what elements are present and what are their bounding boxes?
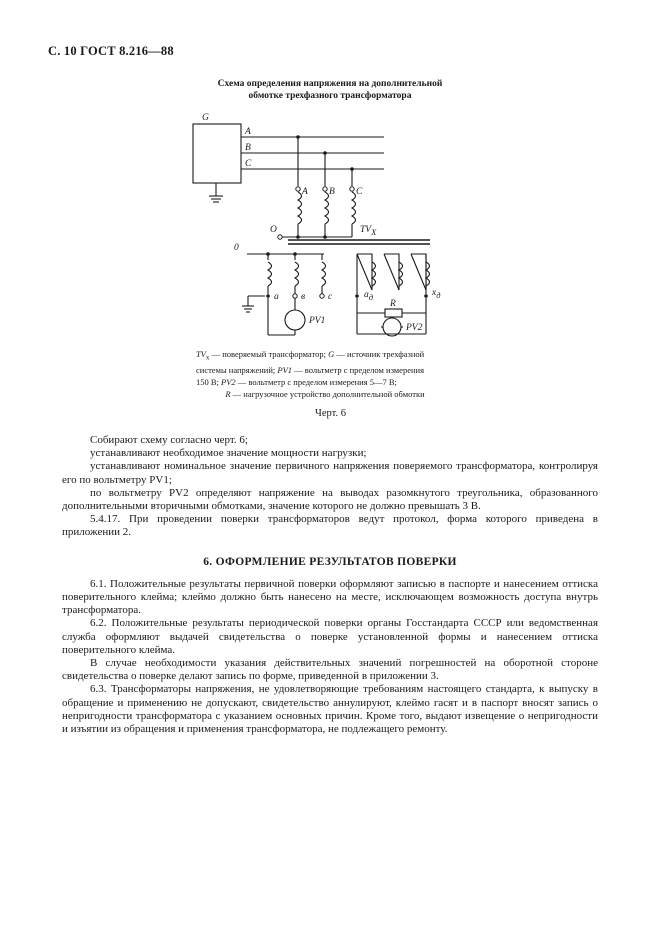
- source-g-box: [193, 124, 241, 183]
- label-terminal-a: a: [274, 292, 279, 302]
- label-tap-b: B: [329, 187, 335, 197]
- circuit-schematic: [0, 0, 661, 345]
- label-pv1: PV1: [309, 316, 326, 326]
- legend-line-3: 150 В; PV2 — вольтметр с пределом измерения 5—7 В;: [196, 376, 397, 387]
- label-neutral-primary: O: [270, 225, 277, 235]
- legend-line-1: $TV_x$ — поверяемый трансформатор; G — источник трехфазной: [196, 349, 425, 362]
- label-neutral-secondary: 0: [234, 243, 239, 253]
- delta-winding-1: [357, 254, 372, 290]
- paragraph: устанавливают номинальное значение первичного напряжения поверяемого трансформатора, контролируя его по вольтметру PV1;: [62, 460, 598, 486]
- voltmeter-pv2: [383, 318, 401, 336]
- label-bus-b: B: [245, 143, 251, 153]
- label-resistor-r: R: [390, 299, 396, 309]
- paragraph: Собирают схему согласно черт. 6;: [90, 434, 248, 446]
- delta-winding-2: [384, 254, 399, 290]
- paragraph: 6.3. Трансформаторы напряжения, не удовлетворяющие требованиям настоящего стандарта, к выпуску в обращение и применению не допускают, свидетельство аннулируют, клеймо гасят и в паспорт вносят запись о непригодности трансформатора с указанием основных причин. Кроме того, выдают извещение о непригодности и изъятии из обращения и применения трансформатора, не подлежащего ремонту.: [62, 683, 598, 736]
- label-bus-a: A: [245, 127, 251, 137]
- paragraph: 6.1. Положительные результаты первичной поверки оформляют записью в паспорте и нанесением оттиска поверительного клейма; клеймо должно быть нанесено на месте, исключающем возможность доступа внутрь трансформатора.: [62, 577, 598, 617]
- figure-title-line-1: Схема определения напряжения на дополнительной: [217, 79, 443, 89]
- label-g: G: [202, 113, 209, 123]
- secondary-winding-a: [268, 262, 272, 286]
- label-tvx: TVX: [360, 225, 377, 237]
- paragraph: по вольтметру PV2 определяют напряжение на выводах разомкнутого треугольника, образованного дополнительными вторичными обмотками, значение которого не должно превышать 3 В.: [62, 486, 598, 513]
- body-text: [62, 434, 598, 736]
- figure-caption: Черт. 6: [315, 408, 346, 419]
- legend-line-4: R — нагрузочное устройство дополнительной обмотки: [225, 388, 425, 399]
- page-header: С. 10 ГОСТ 8.216—88: [48, 44, 174, 58]
- section-heading: 6. ОФОРМЛЕНИЕ РЕЗУЛЬТАТОВ ПОВЕРКИ: [203, 555, 457, 568]
- primary-winding-c: [352, 192, 356, 224]
- primary-winding-b: [325, 192, 329, 224]
- label-tap-c: C: [356, 187, 363, 197]
- label-pv2: PV2: [406, 323, 423, 333]
- secondary-winding-b: [295, 262, 299, 286]
- label-terminal-b: в: [301, 292, 306, 302]
- load-resistor-r: [385, 309, 402, 317]
- voltmeter-pv1: [285, 310, 305, 330]
- label-terminal-c: c: [328, 292, 333, 302]
- paragraph: 5.4.17. При проведении поверки трансформаторов ведут протокол, форма которого приведена в приложении 2.: [62, 513, 598, 539]
- label-terminal-ad: aд: [364, 290, 374, 302]
- label-bus-c: C: [245, 159, 252, 169]
- paragraph: устанавливают необходимое значение мощности нагрузки;: [90, 447, 367, 460]
- legend-line-2: системы напряжений; PV1 — вольтметр с пределом измерения: [196, 364, 424, 375]
- paragraph: В случае необходимости указания действительных значений погрешностей на оборотной стороне свидетельства о поверке делают запись по форме, приведенной в приложении 3.: [62, 657, 598, 683]
- primary-winding-a: [298, 192, 302, 224]
- figure-title-line-2: обмотке трехфазного трансформатора: [248, 91, 412, 101]
- figure-legend: [196, 348, 454, 400]
- delta-winding-3: [411, 254, 426, 290]
- label-terminal-xd: xд: [432, 288, 441, 300]
- secondary-winding-c: [322, 262, 326, 286]
- label-tap-a: A: [302, 187, 308, 197]
- paragraph: 6.2. Положительные результаты периодической поверки органы Госстандарта СССР или ведомственная служба оформляют выдачей свидетельства о поверке установленной формы и нанесением оттиска поверительного клейма.: [62, 617, 598, 656]
